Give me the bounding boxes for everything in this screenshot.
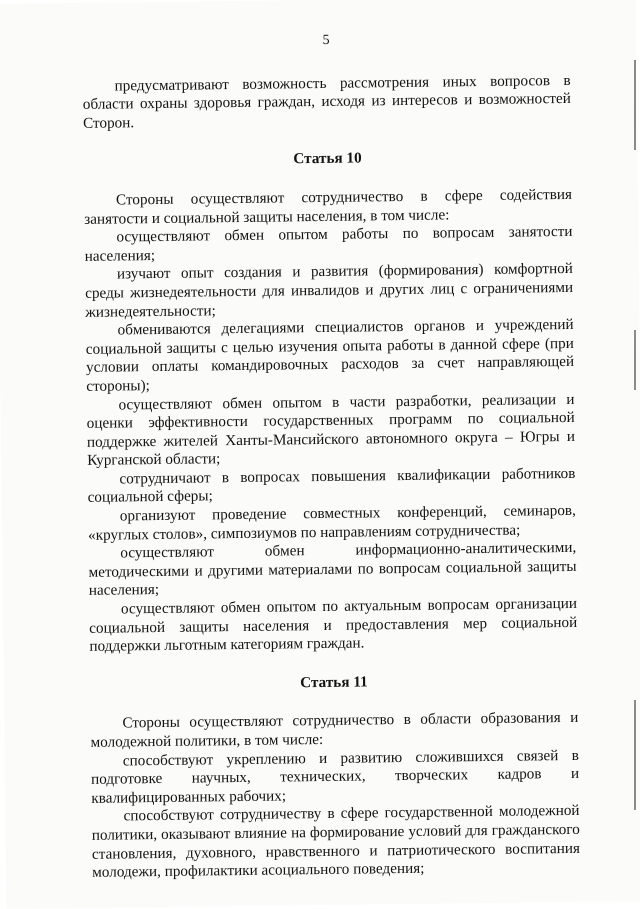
article-10-paragraph-4: обмениваются делегациями специалистов органов и учреждений социальной защиты с целью изучения опыта работы в данной сфере (при условии оплаты командировочных расходов за счет направляющей стороны); — [85, 316, 575, 395]
article-11-paragraph-3: способствуют сотрудничеству в сфере государственной молодежной политики, оказывают влияние на формирование условий для гражданского становления, духовного, нравственного и патриотического воспитания молодежи, профилактики асоциального поведения; — [91, 802, 581, 881]
article-10-heading: Статья 10 — [293, 149, 362, 168]
page-number: 5 — [322, 32, 330, 48]
scan-edge-mark-top — [634, 60, 636, 150]
article-10-paragraph-2: осуществляют обмен опытом работы по вопросам занятости населения; — [84, 223, 573, 265]
scan-edge-mark-middle — [634, 330, 636, 390]
article-10-paragraph-6: сотрудничают в вопросах повышения квалификации работников социальной сферы; — [87, 464, 576, 507]
article-10-paragraph-3: изучают опыт создания и развития (формирования) комфортной среды жизнедеятельности для инвалидов и других лиц с ограничениями жизнедеятельности; — [85, 260, 574, 321]
article-10-paragraph-1: Стороны осуществляют сотрудничество в сфере содействия занятости и социальной защиты населения, в том числе: — [84, 185, 573, 228]
article-10-paragraph-5: осуществляют обмен опытом в части разработки, реализации и оценки эффективности государственных программ по социальной поддержке жителей Ханты-Мансийского автономного округа – Югры и Курганской области; — [86, 390, 576, 470]
article-10-paragraph-9: осуществляют обмен опытом по актуальным вопросам организации социальной защиты населения и предоставления мер социальной поддержки льготным категориям граждан. — [89, 594, 578, 656]
article-11-paragraph-1: Стороны осуществляют сотрудничество в области образования и молодежной политики, в том числе: — [90, 709, 579, 751]
article-11-paragraph-2: способствуют укреплению и развитию сложившихся связей в подготовке научных, технических, творческих кадров и квалифицированных рабочих; — [90, 746, 580, 807]
article-10-paragraph-8: осуществляют обмен информационно-аналитическими, методическими и другими материалами по вопросам социальной защиты населения; — [88, 539, 577, 600]
scan-edge-mark-bottom — [634, 700, 636, 810]
article-10-paragraph-7: организуют проведение совместных конференций, семинаров, «круглых столов», симпозиумов по направлениям сотрудничества; — [87, 501, 576, 544]
article-11-heading: Статья 11 — [300, 673, 368, 692]
paragraph-intro-continuation: предусматривают возможность рассмотрения иных вопросов в области охраны здоровья граждан, исходя из интересов и возможностей Сторон. — [82, 71, 571, 132]
